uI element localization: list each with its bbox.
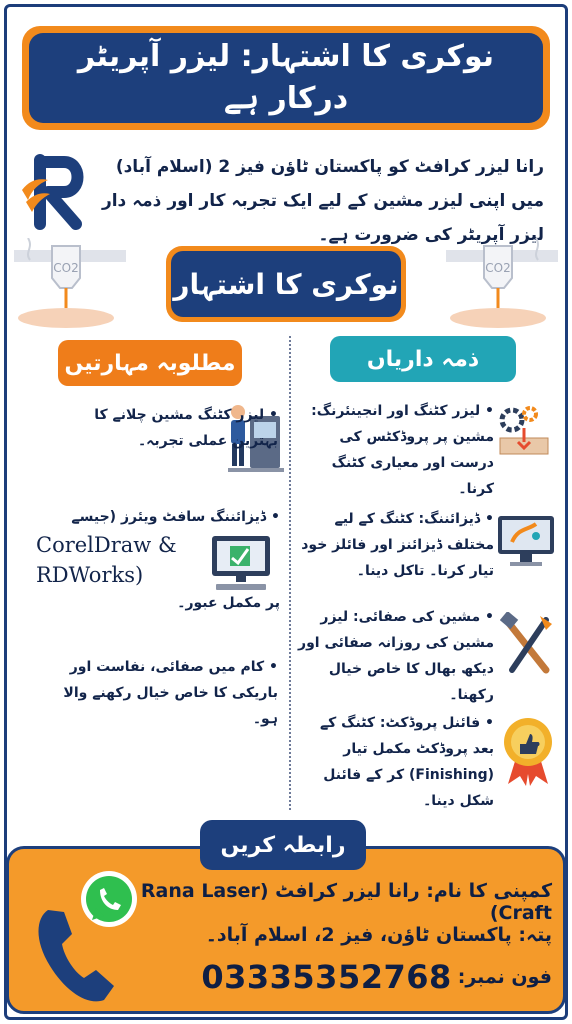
co2-label: CO2: [485, 261, 511, 275]
phone-number[interactable]: 03335352768: [201, 958, 452, 996]
section-heading: [166, 246, 406, 322]
duty-item: [294, 398, 494, 502]
quality-badge-icon: [500, 714, 556, 786]
laser-machine-icon: [446, 238, 558, 330]
contact-title: رابطہ کریں: [200, 820, 366, 870]
duty-text-4: • فائنل پروڈکٹ: کٹنگ کے بعد پروڈکٹ مکمل تیار (Finishing) کر کے فائنل شکل دینا۔: [320, 715, 494, 809]
laser-machine-icon: [14, 238, 126, 330]
duty-item: [294, 506, 494, 584]
skill-text-2-en2: RDWorks): [36, 563, 144, 587]
skill-item: [56, 654, 278, 732]
intro-text: رانا لیزر کرافٹ کو پاکستان ٹاؤن فیز 2 (اسلام آباد) میں اپنی لیزر مشین کے لیے ایک تجربہ کار اور ذمہ دار لیزر آپریٹر کی ضرورت ہے۔: [101, 157, 544, 245]
duty-text-1: • لیزر کٹنگ اور انجینئرنگ: مشین پر پروڈکٹس کی درست اور معیاری کٹنگ کرنا۔: [311, 403, 494, 497]
skills-pill: مطلوبہ مہارتیں: [58, 340, 242, 386]
whatsapp-icon: [78, 868, 140, 930]
duties-pill: ذمہ داریاں: [330, 336, 516, 382]
skill-item: [64, 402, 278, 454]
skill-text-2b: پر مکمل عبور۔: [177, 595, 280, 611]
phone-label: فون نمبر:: [457, 966, 552, 988]
skill-text-2-en1: CorelDraw &: [36, 533, 177, 557]
duty-text-3: • مشین کی صفائی: لیزر مشین کی روزانہ صفائی اور دیکھ بھال کا خاص خیال رکھنا۔: [298, 609, 494, 703]
column-divider: [289, 336, 291, 810]
address: پتہ: پاکستان ٹاؤن، فیز 2، اسلام آباد۔: [205, 924, 552, 946]
duty-item: [294, 710, 494, 814]
duty-item: [294, 604, 494, 708]
section-heading-title: نوکری کا اشتہار: [171, 251, 401, 317]
top-banner: [22, 26, 550, 130]
monitor-design-icon: [496, 512, 556, 572]
co2-label: CO2: [53, 261, 79, 275]
skill-text-1: • لیزر کٹنگ مشین چلانے کا بہترین عملی تجربہ۔: [94, 407, 278, 449]
cleaning-tools-icon: [500, 612, 556, 682]
banner-title: نوکری کا اشتہار: لیزر آپریٹر درکار ہے: [29, 33, 543, 123]
phone-row: [92, 958, 552, 996]
skill-text-2a: • ڈیزائننگ سافٹ ویئرز (جیسے: [36, 504, 280, 530]
company-name: کمپنی کا نام: رانا لیزر کرافٹ (Rana Laser Craft): [140, 880, 552, 924]
skill-item: [36, 504, 280, 616]
gear-laser-icon: [494, 402, 554, 462]
skill-text-3: • کام میں صفائی، نفاست اور باریکی کا خاص خیال رکھنے والا ہو۔: [63, 659, 278, 727]
duty-text-2: • ڈیزائننگ: کٹنگ کے لیے مختلف ڈیزائنز اور فائلز خود تیار کرنا۔ تاکل دینا۔: [301, 511, 494, 579]
rana-logo-icon: [18, 150, 98, 230]
